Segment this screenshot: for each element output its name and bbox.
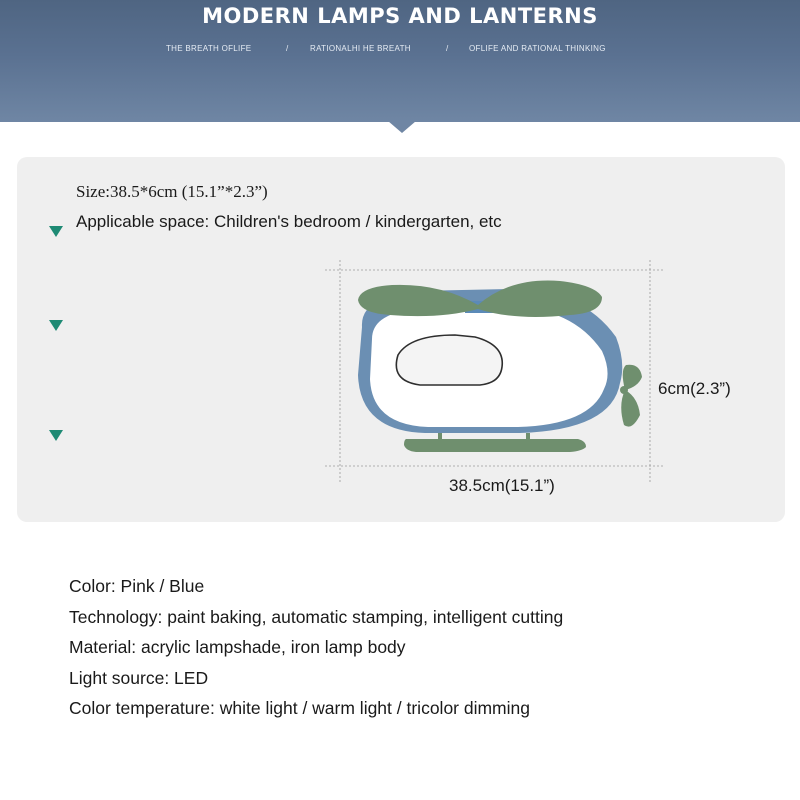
tagline-separator: / <box>446 44 449 53</box>
size-spec: Size:38.5*6cm (15.1”*2.3”) <box>76 182 268 201</box>
feature-material: Material: acrylic lampshade, iron lamp body <box>69 637 406 657</box>
feature-list <box>69 574 563 727</box>
feature-light-source: Light source: LED <box>69 667 209 688</box>
banner-pointer-icon <box>388 121 416 133</box>
tagline-separator: / <box>286 44 289 53</box>
header-banner <box>0 0 800 122</box>
height-dimension-label: 6cm(2.3”) <box>658 379 731 398</box>
page-title: MODERN LAMPS AND LANTERNS <box>202 4 598 28</box>
tagline-2: RATIONALHI HE BREATH <box>310 44 411 53</box>
lamp-window <box>396 335 502 385</box>
main-rotor-right <box>478 281 602 318</box>
applicable-space-spec: Applicable space: Children's bedroom / kindergarten, etc <box>76 212 502 231</box>
tagline-1: THE BREATH OFLIFE <box>166 44 252 53</box>
helicopter-lamp-illustration <box>320 255 670 490</box>
tagline-row <box>0 44 800 56</box>
triangle-bullet-icon <box>49 430 63 441</box>
feature-technology: Technology: paint baking, automatic stamping, intelligent cutting <box>69 606 564 627</box>
feature-color: Color: Pink / Blue <box>69 576 205 596</box>
width-dimension-label: 38.5cm(15.1”) <box>449 476 555 495</box>
feature-color-temperature: Color temperature: white light / warm light / tricolor dimming <box>69 698 530 718</box>
triangle-bullet-icon <box>49 320 63 331</box>
triangle-bullet-icon <box>49 226 63 237</box>
tail-rotor-bottom <box>621 390 640 427</box>
tagline-3: OFLIFE AND RATIONAL THINKING <box>469 44 606 53</box>
tail-rotor-top <box>623 365 642 390</box>
main-rotor-left <box>358 285 478 316</box>
landing-skid <box>404 433 586 452</box>
